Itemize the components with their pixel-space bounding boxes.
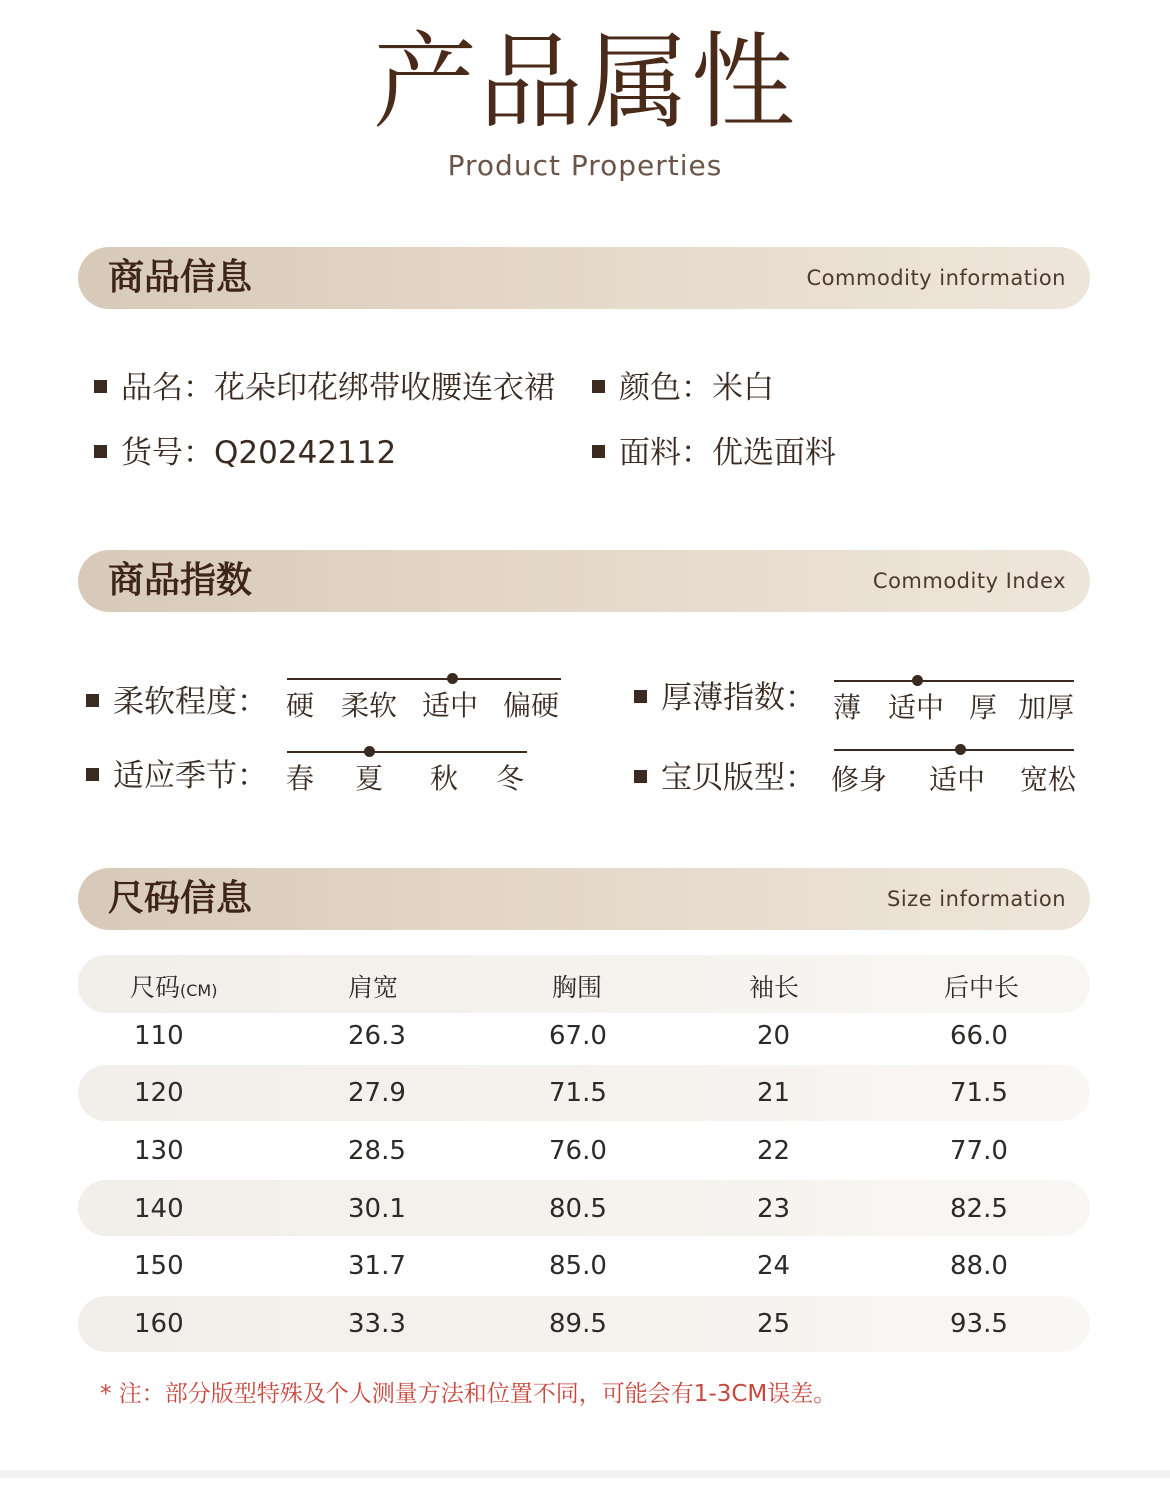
table-header-unit: (CM) (180, 981, 218, 1000)
table-cell: 23 (757, 1194, 791, 1224)
table-cell: 30.1 (348, 1194, 406, 1224)
table-cell: 27.9 (348, 1078, 406, 1108)
table-cell: 88.0 (950, 1251, 1008, 1281)
table-cell: 160 (134, 1309, 184, 1339)
section-banner-commodity-index (78, 550, 1090, 612)
table-header-text: 尺码 (130, 973, 181, 1002)
index-season-option: 秋 (430, 762, 459, 795)
section-title-en: Commodity information (806, 266, 1066, 290)
bullet-icon (94, 380, 107, 393)
table-cell: 20 (757, 1021, 791, 1051)
table-cell: 76.0 (549, 1136, 607, 1166)
index-fit-label (634, 758, 816, 798)
table-cell: 77.0 (950, 1136, 1008, 1166)
index-label-text: 适应季节： (113, 758, 268, 794)
table-cell: 25 (757, 1309, 791, 1339)
bullet-icon (634, 690, 647, 703)
section-title-cn: 商品指数 (108, 560, 253, 601)
table-cell: 89.5 (549, 1309, 607, 1339)
table-header-length: 后中长 (944, 973, 1020, 1002)
measurement-note: * 注：部分版型特殊及个人测量方法和位置不同，可能会有1-3CM误差。 (100, 1381, 837, 1407)
index-label-text: 宝贝版型： (661, 760, 816, 796)
index-thickness-marker (912, 675, 923, 686)
index-fit-option: 宽松 (1020, 763, 1077, 796)
index-softness-option: 硬 (286, 689, 315, 722)
table-cell: 67.0 (549, 1021, 607, 1051)
bottom-divider (0, 1470, 1170, 1478)
index-label-text: 厚薄指数： (661, 680, 816, 716)
info-color (592, 368, 774, 408)
index-season-marker (364, 746, 375, 757)
index-softness-option: 适中 (422, 689, 479, 722)
page-subtitle: Product Properties (447, 149, 723, 182)
index-softness-label (86, 682, 268, 722)
table-cell: 82.5 (950, 1194, 1008, 1224)
index-thickness-scale (834, 680, 1074, 682)
table-cell: 120 (134, 1078, 184, 1108)
info-text: 货号：Q20242112 (121, 435, 397, 471)
table-cell: 71.5 (950, 1078, 1008, 1108)
info-item-number (94, 433, 396, 473)
index-thickness-option: 厚 (969, 691, 998, 724)
info-text: 颜色：米白 (619, 370, 774, 406)
index-season-scale (287, 751, 527, 753)
table-cell: 71.5 (549, 1078, 607, 1108)
bullet-icon (634, 770, 647, 783)
section-title-en: Commodity Index (872, 569, 1066, 593)
section-title-cn: 尺码信息 (108, 878, 253, 919)
index-fit-scale (834, 749, 1074, 751)
section-title-cn: 商品信息 (108, 257, 253, 298)
info-text: 品名：花朵印花绑带收腰连衣裙 (121, 370, 555, 406)
table-cell: 150 (134, 1251, 184, 1281)
table-header-size (130, 968, 217, 1004)
table-cell: 110 (134, 1021, 184, 1051)
section-banner-size-info (78, 868, 1090, 930)
table-header-sleeve: 袖长 (749, 973, 800, 1002)
table-cell: 93.5 (950, 1309, 1008, 1339)
section-title-en: Size information (887, 887, 1066, 911)
index-label-text: 柔软程度： (113, 684, 268, 720)
index-fit-option: 修身 (831, 763, 888, 796)
section-banner-commodity-info (78, 247, 1090, 309)
index-softness-marker (447, 673, 458, 684)
table-header-shoulder: 肩宽 (348, 973, 399, 1002)
table-cell: 22 (757, 1136, 791, 1166)
index-season-option: 春 (286, 762, 315, 795)
index-softness-scale (287, 678, 561, 680)
info-fabric (592, 433, 836, 473)
index-softness-option: 偏硬 (503, 689, 560, 722)
index-fit-option: 适中 (929, 763, 986, 796)
table-cell: 21 (757, 1078, 791, 1108)
table-cell: 28.5 (348, 1136, 406, 1166)
table-cell: 26.3 (348, 1021, 406, 1051)
table-cell: 24 (757, 1251, 791, 1281)
info-product-name (94, 368, 555, 408)
table-cell: 31.7 (348, 1251, 406, 1281)
table-cell: 140 (134, 1194, 184, 1224)
index-thickness-option: 加厚 (1018, 691, 1075, 724)
table-cell: 66.0 (950, 1021, 1008, 1051)
index-softness-option: 柔软 (341, 689, 398, 722)
table-cell: 130 (134, 1136, 184, 1166)
bullet-icon (86, 768, 99, 781)
index-season-option: 夏 (355, 762, 384, 795)
bullet-icon (86, 694, 99, 707)
page-title: 产品属性 (372, 21, 797, 143)
info-text: 面料：优选面料 (619, 435, 836, 471)
table-cell: 33.3 (348, 1309, 406, 1339)
bullet-icon (94, 445, 107, 458)
index-season-label (86, 756, 268, 796)
index-thickness-label (634, 678, 816, 718)
index-fit-marker (955, 744, 966, 755)
index-thickness-option: 薄 (833, 691, 862, 724)
table-header-chest: 胸围 (552, 973, 603, 1002)
bullet-icon (592, 445, 605, 458)
index-thickness-option: 适中 (888, 691, 945, 724)
bullet-icon (592, 380, 605, 393)
index-season-option: 冬 (496, 762, 525, 795)
table-cell: 80.5 (549, 1194, 607, 1224)
table-cell: 85.0 (549, 1251, 607, 1281)
